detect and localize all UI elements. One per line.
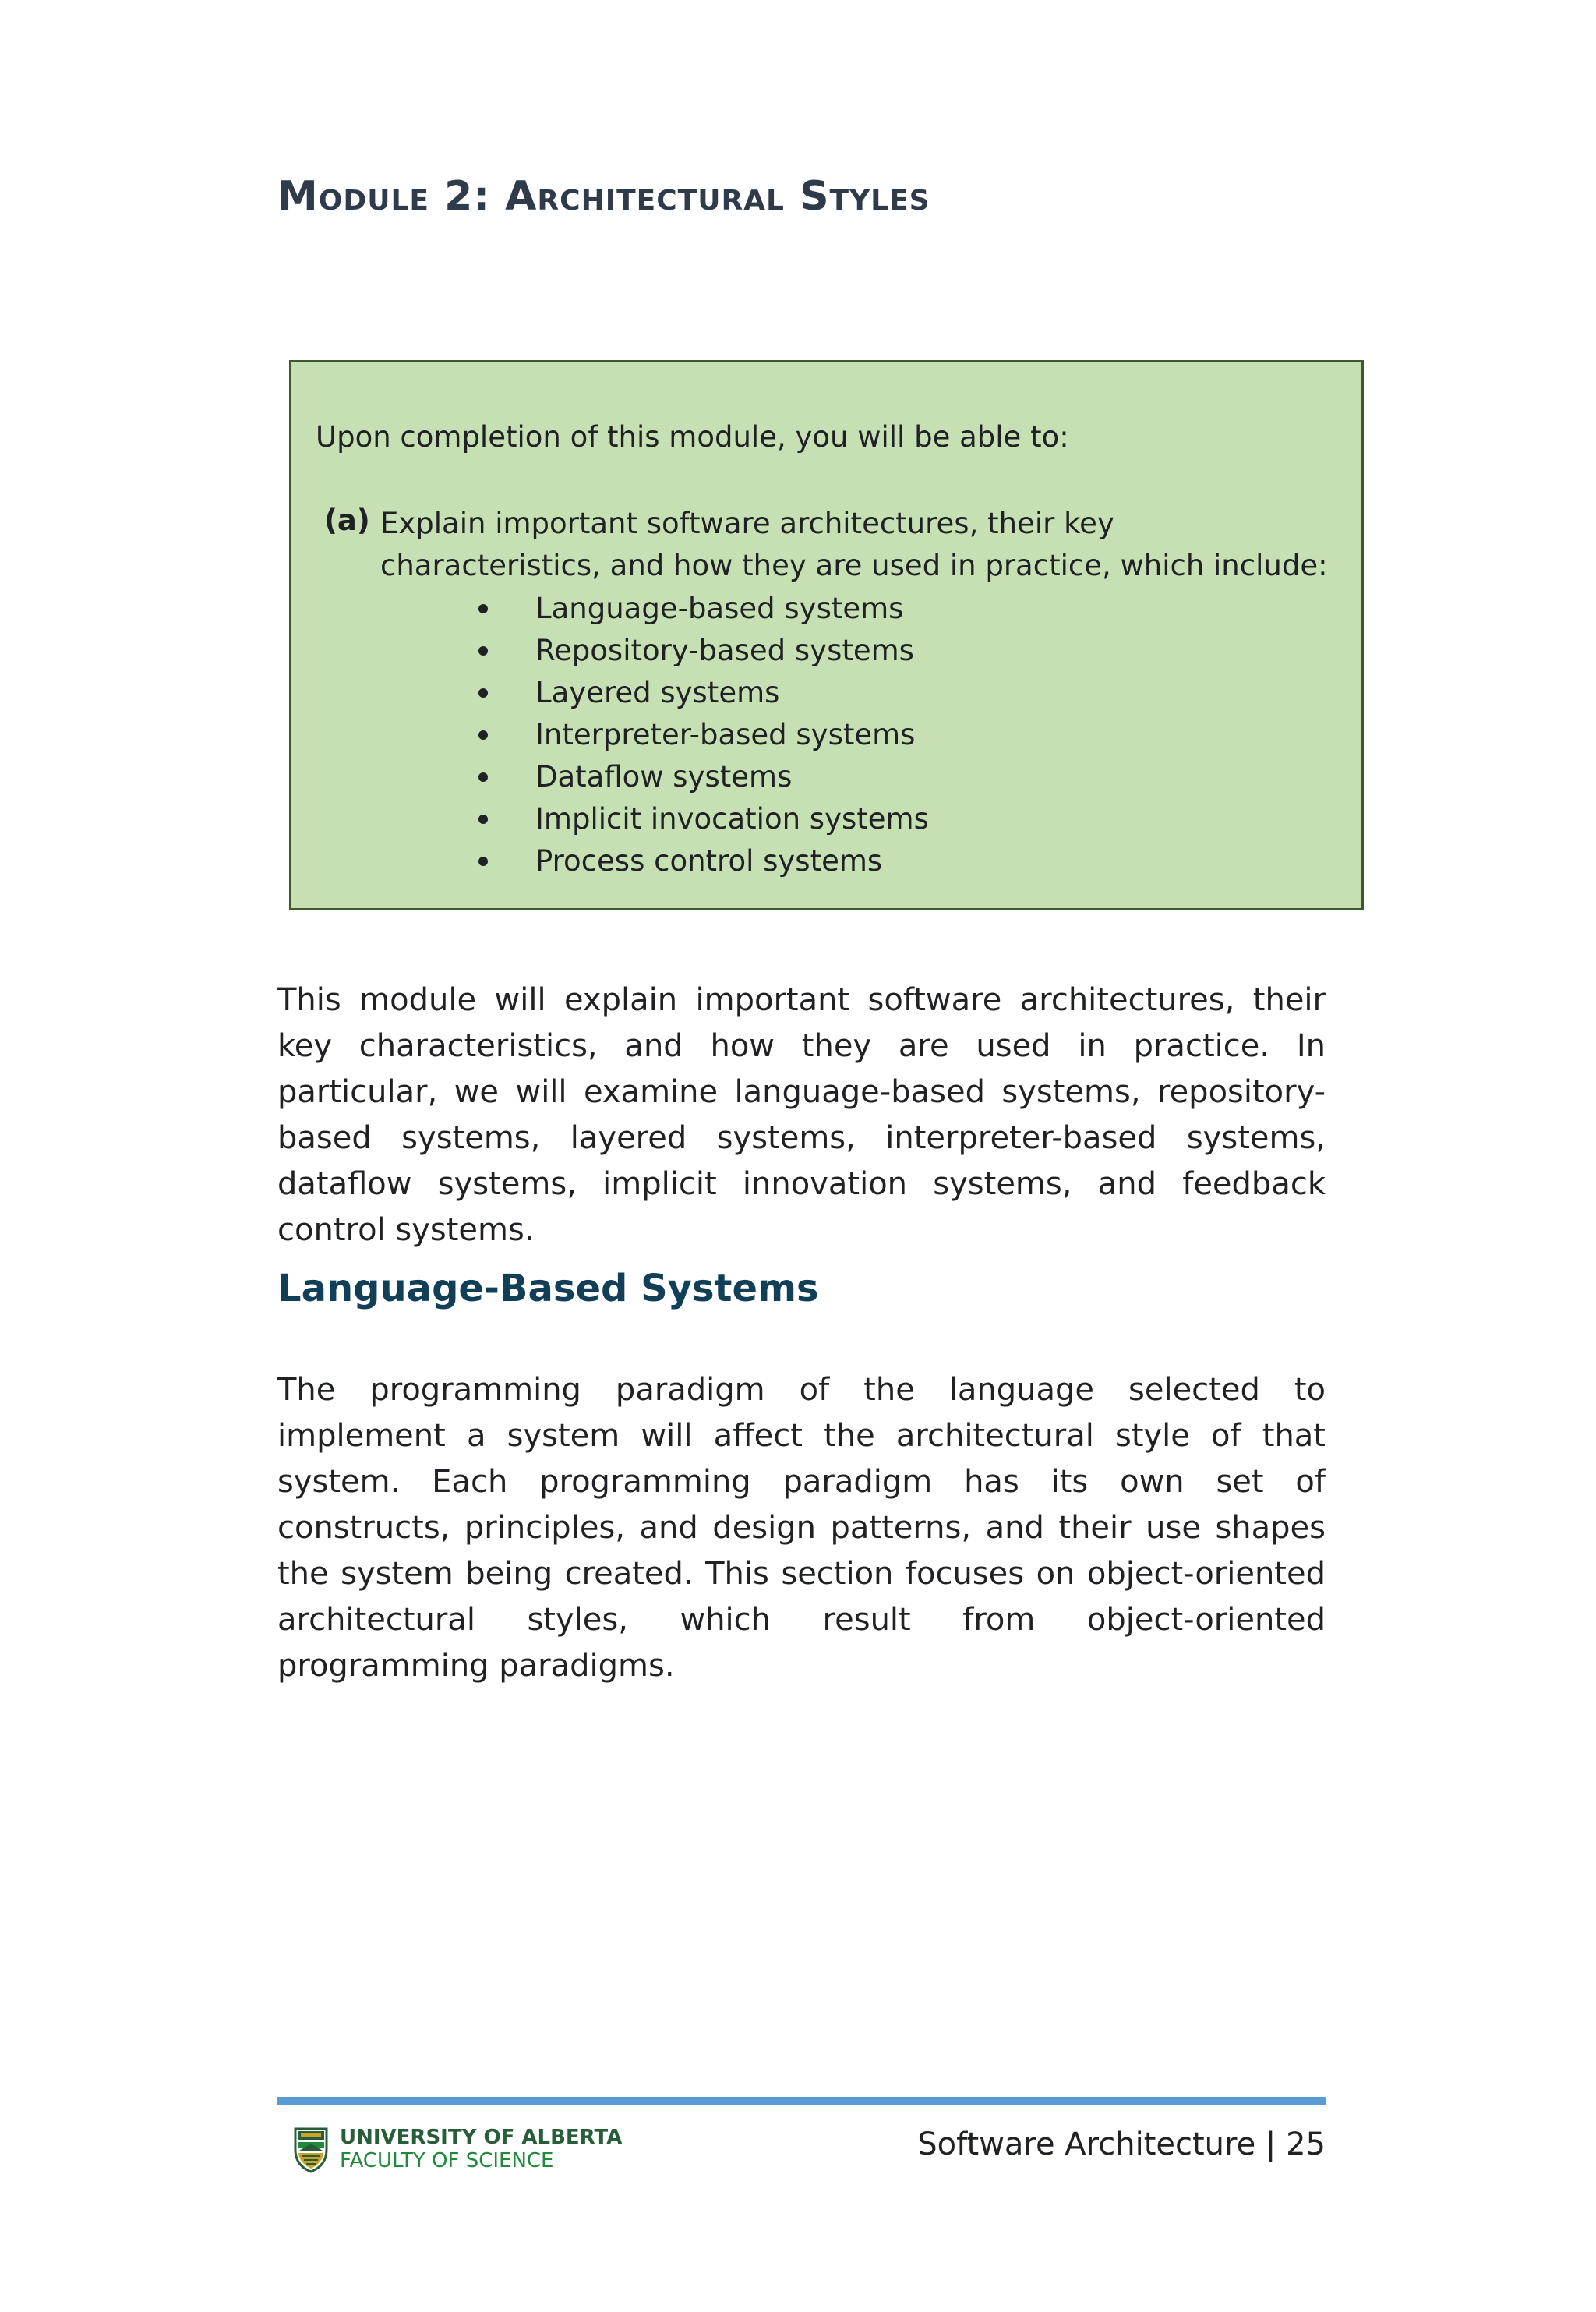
list-item-label: Process control systems <box>535 844 883 878</box>
learning-objectives-box <box>289 360 1364 910</box>
list-item-label: Dataflow systems <box>535 760 793 794</box>
bullet-icon <box>478 688 488 698</box>
bullet-icon <box>478 730 488 740</box>
list-item <box>478 840 929 882</box>
page-title: Module 2: Architectural Styles <box>277 173 930 220</box>
bullet-icon <box>478 772 488 782</box>
list-item <box>478 714 929 756</box>
list-item <box>478 756 929 798</box>
crest-icon <box>293 2126 329 2173</box>
logo-university-name: UNIVERSITY OF ALBERTA <box>340 2126 623 2149</box>
bullet-icon <box>478 815 488 824</box>
logo-faculty-name: FACULTY OF SCIENCE <box>340 2149 554 2172</box>
objective-text: Explain important software architectures, their key characteristics, and how they are used in practice, which include: <box>380 507 1328 582</box>
footer-rule <box>277 2097 1326 2105</box>
list-item <box>478 672 929 714</box>
bullet-icon <box>478 604 488 613</box>
objective-marker: (a) <box>324 504 370 537</box>
section-heading: Language-Based Systems <box>277 1267 819 1310</box>
bullet-icon <box>478 857 488 866</box>
objectives-intro: Upon completion of this module, you will be able to: <box>316 420 1069 454</box>
list-item <box>478 630 929 672</box>
list-item-label: Implicit invocation systems <box>535 802 929 836</box>
section-paragraph: The programming paradigm of the language selected to implement a system will affect the architectural style of that system. Each programming paradigm has its own set of constructs, principles, and design patterns, and their use shapes the system being created. This section focuses on object-oriented architectural styles, which result from object-oriented programming paradigms. <box>277 1372 1326 1684</box>
list-item-label: Layered systems <box>535 676 780 709</box>
footer-page-label: Software Architecture | 25 <box>917 2126 1326 2162</box>
objective-list <box>478 588 929 882</box>
list-item <box>478 798 929 840</box>
university-logo <box>293 2125 667 2176</box>
intro-paragraph: This module will explain important software architectures, their key characteristics, and how they are used in practice. In particular, we will examine language-based systems, repository-based systems, layered systems, interpreter-based systems, dataflow systems, implicit innovation systems, and feedback control systems. <box>277 982 1326 1248</box>
bullet-icon <box>478 646 488 656</box>
list-item-label: Interpreter-based systems <box>535 718 916 751</box>
list-item <box>478 588 929 630</box>
list-item-label: Repository-based systems <box>535 634 914 667</box>
list-item-label: Language-based systems <box>535 592 904 625</box>
